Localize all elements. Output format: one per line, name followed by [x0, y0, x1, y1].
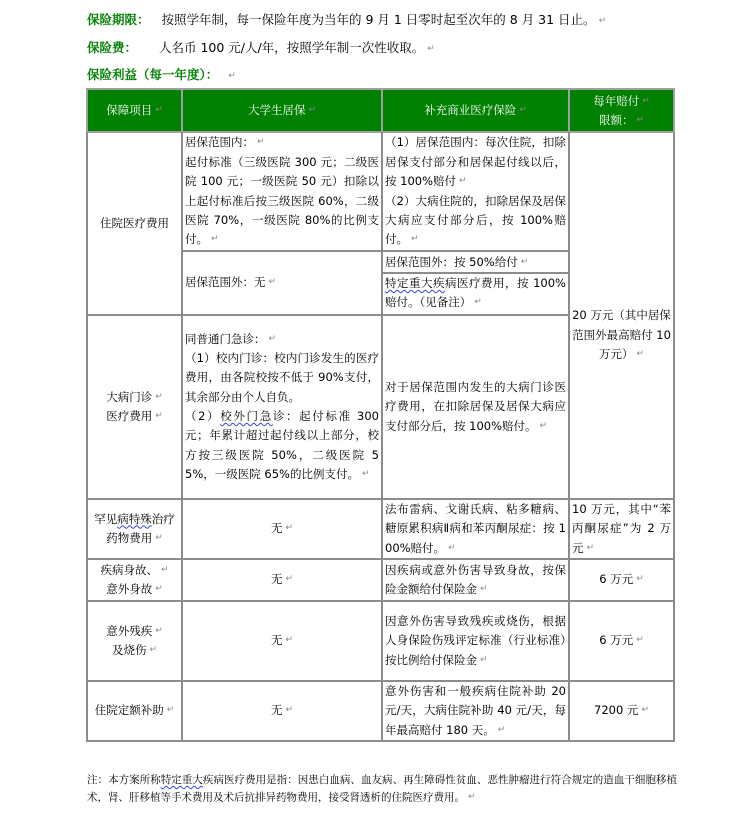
benefits-table	[86, 88, 675, 742]
inpatient-student-out: 居保范围外：无 ↵	[182, 251, 382, 315]
benefits-heading: 保险利益（每一年度）：	[87, 67, 219, 82]
inpatient-outpatient-limit: 20 万元（其中居保范围外最高赔付 10 万元） ↵	[569, 132, 674, 499]
inpatient-student-in: 居保范围内： ↵ 起付标准（三级医院 300 元；二级医院 100 元；一级医院 50 元）扣除以上起付标准后按三级医院 60%，二级医院 70%，一级医院 80%的比例支付。 ↵	[182, 132, 382, 251]
outpatient-commercial: 对于居保范围内发生的大病门诊医疗费用，在扣除居保及居保大病应支付部分后，按 100%赔付。 ↵	[382, 315, 569, 499]
table-row	[87, 499, 674, 559]
paragraph-mark-icon: ↵	[427, 43, 435, 54]
header-annual-limit: 每年赔付 ↵ 限额： ↵	[569, 89, 674, 132]
insurance-period-text: 按照学年制，每一保险年度为当年的 9 月 1 日零时起至次年的 8 月 31 日止。	[161, 12, 596, 27]
inpatient-commercial-out: 居保范围外：按 50%给付 ↵	[383, 253, 568, 274]
death-student: 无 ↵	[182, 559, 382, 601]
inpatient-commercial-out-cell	[382, 251, 569, 315]
table-header-row	[87, 89, 674, 132]
allowance-student: 无 ↵	[182, 681, 382, 741]
insurance-period-label: 保险期限：	[87, 12, 150, 27]
paragraph-mark-icon: ↵	[468, 792, 476, 802]
allowance-limit: 7200 元 ↵	[569, 681, 674, 741]
death-commercial: 因疾病或意外伤害导致身故，按保险金额给付保险金 ↵	[382, 559, 569, 601]
inpatient-commercial-special: 特定重大疾病医疗费用，按 100%赔付。（见备注） ↵	[385, 276, 566, 310]
rare-disease-commercial: 法布雷病、戈谢氏病、粘多糖病、糖原累积病Ⅱ病和苯丙酮尿症：按 100%赔付。 ↵	[382, 499, 569, 559]
insurance-period-line	[87, 11, 606, 30]
header-coverage-item: 保障项目 ↵	[87, 89, 182, 132]
footnote: 注：本方案所称特定重大疾病医疗费用是指：因患白血病、血友病、再生障碍性贫血、恶性肿瘤进行符合规定的造血干细胞移植术，肾、肝移植等手术费用及术后抗排异药物费用，接受肾透析的住院医疗费用。 ↵	[87, 774, 678, 804]
allowance-item: 住院定额补助 ↵	[87, 681, 182, 741]
paragraph-mark-icon: ↵	[228, 70, 236, 81]
paragraph-mark-icon: ↵	[598, 15, 607, 26]
death-item: 疾病身故、 ↵ 意外身故 ↵	[87, 559, 182, 601]
premium-line	[87, 39, 435, 58]
inpatient-commercial-in: （1）居保范围内：每次住院，扣除居保支付部分和居保起付线以后，按 100%赔付 ↵ （2）大病住院的，扣除居保及居保大病应支付部分后，按 100%赔付。 ↵	[382, 132, 569, 251]
disability-item: 意外残疾 ↵ 及烧伤 ↵	[87, 601, 182, 681]
rare-disease-limit: 10 万元，其中“苯丙酮尿症”为 2 万元 ↵	[569, 499, 674, 559]
premium-text: 人名币 100 元/人/年，按照学年制一次性收取。	[159, 40, 425, 55]
table-row	[87, 681, 674, 741]
header-commercial-insurance: 补充商业医疗保险 ↵	[382, 89, 569, 132]
inpatient-item: 住院医疗费用	[87, 132, 182, 315]
disability-limit: 6 万元 ↵	[569, 601, 674, 681]
disability-student: 无 ↵	[182, 601, 382, 681]
disability-commercial: 因意外伤害导致残疾或烧伤，根据人身保险伤残评定标准（行业标准）按比例给付保险金 ↵	[382, 601, 569, 681]
death-limit: 6 万元 ↵	[569, 559, 674, 601]
outpatient-item: 大病门诊 ↵ 医疗费用 ↵	[87, 315, 182, 499]
rare-disease-item: 罕见病特殊治疗药物费用 ↵	[87, 499, 182, 559]
outpatient-student: 同普通门急诊： ↵ （1）校内门诊：校内门诊发生的医疗费用，由各院校按不低于 90%支付，其余部分由个人自负。 （2）校外门急诊：起付标准 300 元；年累计超过起付线以上部分，校方按三级医院 50%，二级医院 55%，一级医院 65%的比例支付。 ↵	[182, 315, 382, 499]
benefits-heading-line	[87, 66, 236, 85]
rare-disease-student: 无 ↵	[182, 499, 382, 559]
premium-label: 保险费：	[87, 40, 138, 55]
table-row	[87, 601, 674, 681]
table-row	[87, 559, 674, 601]
allowance-commercial: 意外伤害和一般疾病住院补助 20 元/天，大病住院补助 40 元/天，每年最高赔付 180 天。 ↵	[382, 681, 569, 741]
header-student-insurance: 大学生居保 ↵	[182, 89, 382, 132]
